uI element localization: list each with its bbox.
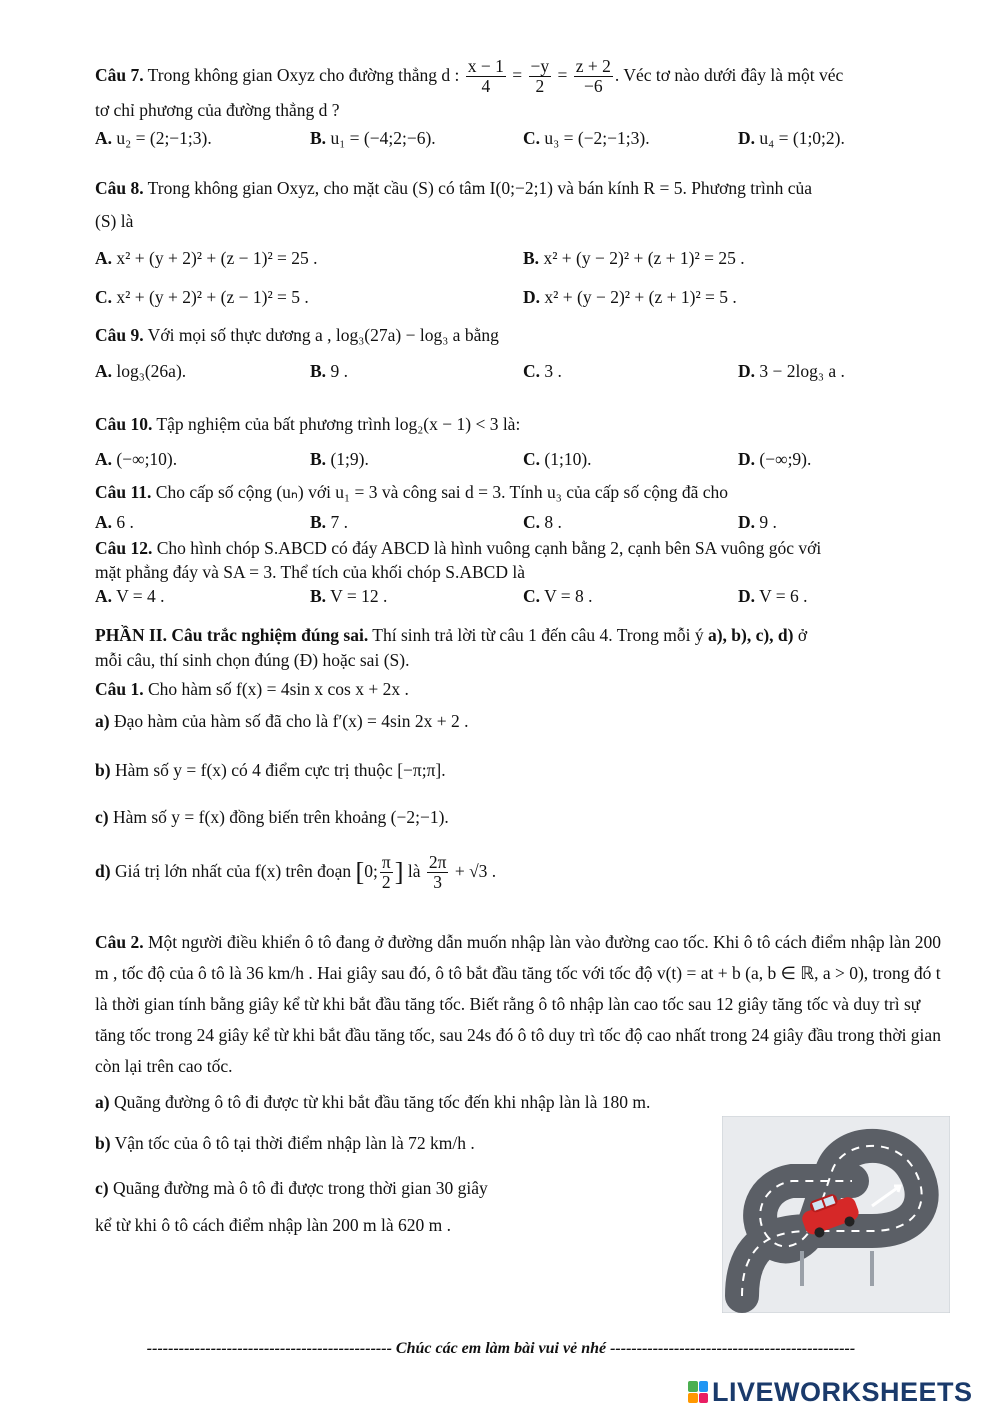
q11-option-d[interactable]: D. 9 . bbox=[738, 512, 777, 532]
q12-option-d[interactable]: D. V = 6 . bbox=[738, 586, 808, 606]
q11-option-b[interactable]: B. 7 . bbox=[310, 512, 348, 532]
part2-heading: PHẦN II. Câu trắc nghiệm đúng sai. Thí sinh trả lời từ câu 1 đến câu 4. Trong mỗi ý a), b), c), d) ở bbox=[95, 625, 808, 645]
q8-option-c[interactable]: C. x² + (y + 2)² + (z − 1)² = 5 . bbox=[95, 287, 309, 307]
logo-text: LIVEWORKSHEETS bbox=[712, 1376, 973, 1407]
p1-item-d[interactable]: d) Giá trị lớn nhất của f(x) trên đoạn [0; $\frac{\pi}{2}$ ] là $\frac{2\pi}{3}$ + √3 . bbox=[95, 852, 497, 893]
q7-option-b[interactable]: B. u₁ = (−4;2;−6). bbox=[310, 128, 436, 148]
q10-stem: Câu 10. Tập nghiệm của bất phương trình log₂(x − 1) < 3 là: bbox=[95, 414, 521, 434]
q7-stem: Câu 7. Trong không gian Oxyz cho đường thẳng d : $\frac{x - 1}{4}$ = $\frac{-y}{2}$ = $\frac{z + 2}{-6}$ . Véc tơ nào dưới đây là một véc bbox=[95, 56, 844, 97]
p1-item-b[interactable]: b) Hàm số y = f(x) có 4 điểm cực trị thuộc [−π;π]. bbox=[95, 760, 446, 780]
p2-stem: Câu 2. Một người điều khiển ô tô đang ở đường dẫn muốn nhập làn vào đường cao tốc. Khi ô tô cách điểm nhập làn 200 m , tốc độ của ô tô là 36 km/h . Hai giây sau đó, ô tô bắt đầu tăng tốc với tốc độ v(t) = at + b (a, b ∈ ℝ, a > 0), trong đó t là thời gian tính bằng giây kể từ khi bắt đầu tăng tốc. Biết rằng ô tô nhập làn cao tốc sau 12 giây tăng tốc và duy trì sự tăng tốc trong 24 giây kể từ khi bắt đầu tăng tốc, sau 24s đó ô tô duy trì tốc độ cao nhất trong 24 giây đầu trong thời gian còn lại trên cao tốc. bbox=[95, 932, 942, 1076]
p2-item-c[interactable]: c) Quãng đường mà ô tô đi được trong thời gian 30 giây bbox=[95, 1178, 488, 1198]
liveworksheets-logo bbox=[688, 1377, 973, 1407]
q10-option-c[interactable]: C. (1;10). bbox=[523, 449, 592, 469]
q8-stem-line2: (S) là bbox=[95, 211, 134, 231]
q12-option-c[interactable]: C. V = 8 . bbox=[523, 586, 593, 606]
q9-option-c[interactable]: C. 3 . bbox=[523, 361, 562, 381]
highway-loop-car-illustration bbox=[722, 1116, 950, 1313]
footer-message: ---------------------------------------------- Chúc các em làm bài vui vẻ nhé ---------------------------------------------- bbox=[146, 1340, 856, 1357]
p2-item-a[interactable]: a) Quãng đường ô tô đi được từ khi bắt đầu tăng tốc đến khi nhập làn là 180 m. bbox=[95, 1092, 651, 1112]
q8-stem: Câu 8. Trong không gian Oxyz, cho mặt cầu (S) có tâm I(0;−2;1) và bán kính R = 5. Phương trình của bbox=[95, 178, 813, 198]
q12-option-a[interactable]: A. V = 4 . bbox=[95, 586, 165, 606]
q10-option-d[interactable]: D. (−∞;9). bbox=[738, 449, 812, 469]
q12-stem-line2: mặt phẳng đáy và SA = 3. Thể tích của khối chóp S.ABCD là bbox=[95, 562, 525, 582]
q9-stem: Câu 9. Với mọi số thực dương a , log₃(27a) − log₃ a bằng bbox=[95, 325, 499, 345]
q11-option-c[interactable]: C. 8 . bbox=[523, 512, 562, 532]
p2-item-c-line2: kể từ khi ô tô cách điểm nhập làn 200 m là 620 m . bbox=[95, 1215, 452, 1235]
q12-stem: Câu 12. Cho hình chóp S.ABCD có đáy ABCD là hình vuông cạnh bằng 2, cạnh bên SA vuông góc với bbox=[95, 538, 822, 558]
p2-item-b[interactable]: b) Vận tốc của ô tô tại thời điểm nhập làn là 72 km/h . bbox=[95, 1133, 475, 1153]
q7-option-c[interactable]: C. u₃ = (−2;−1;3). bbox=[523, 128, 650, 148]
q11-stem: Câu 11. Cho cấp số cộng (uₙ) với u₁ = 3 và công sai d = 3. Tính u₃ của cấp số cộng đã cho bbox=[95, 482, 729, 502]
q7-option-a[interactable]: A. u₂ = (2;−1;3). bbox=[95, 128, 212, 148]
q10-option-a[interactable]: A. (−∞;10). bbox=[95, 449, 178, 469]
part2-heading-line2: mỗi câu, thí sinh chọn đúng (Đ) hoặc sai (S). bbox=[95, 650, 410, 670]
p1-item-c[interactable]: c) Hàm số y = f(x) đồng biến trên khoảng (−2;−1). bbox=[95, 807, 449, 827]
q10-option-b[interactable]: B. (1;9). bbox=[310, 449, 369, 469]
p1-item-a[interactable]: a) Đạo hàm của hàm số đã cho là f′(x) = 4sin 2x + 2 . bbox=[95, 711, 469, 731]
q11-option-a[interactable]: A. 6 . bbox=[95, 512, 134, 532]
q12-option-b[interactable]: B. V = 12 . bbox=[310, 586, 388, 606]
p1-stem: Câu 1. Cho hàm số f(x) = 4sin x cos x + 2x . bbox=[95, 679, 409, 699]
q8-option-b[interactable]: B. x² + (y − 2)² + (z + 1)² = 25 . bbox=[523, 248, 745, 268]
q9-option-a[interactable]: A. log₃(26a). bbox=[95, 361, 187, 381]
liveworksheets-logo-icon bbox=[688, 1381, 708, 1403]
q8-option-a[interactable]: A. x² + (y + 2)² + (z − 1)² = 25 . bbox=[95, 248, 318, 268]
q7-label: Câu 7. bbox=[95, 64, 144, 85]
q7-option-d[interactable]: D. u₄ = (1;0;2). bbox=[738, 128, 845, 148]
q7-stem-line2: tơ chỉ phương của đường thẳng d ? bbox=[95, 100, 340, 120]
q9-option-d[interactable]: D. 3 − 2log₃ a . bbox=[738, 361, 845, 381]
q8-option-d[interactable]: D. x² + (y − 2)² + (z + 1)² = 5 . bbox=[523, 287, 737, 307]
q9-option-b[interactable]: B. 9 . bbox=[310, 361, 348, 381]
